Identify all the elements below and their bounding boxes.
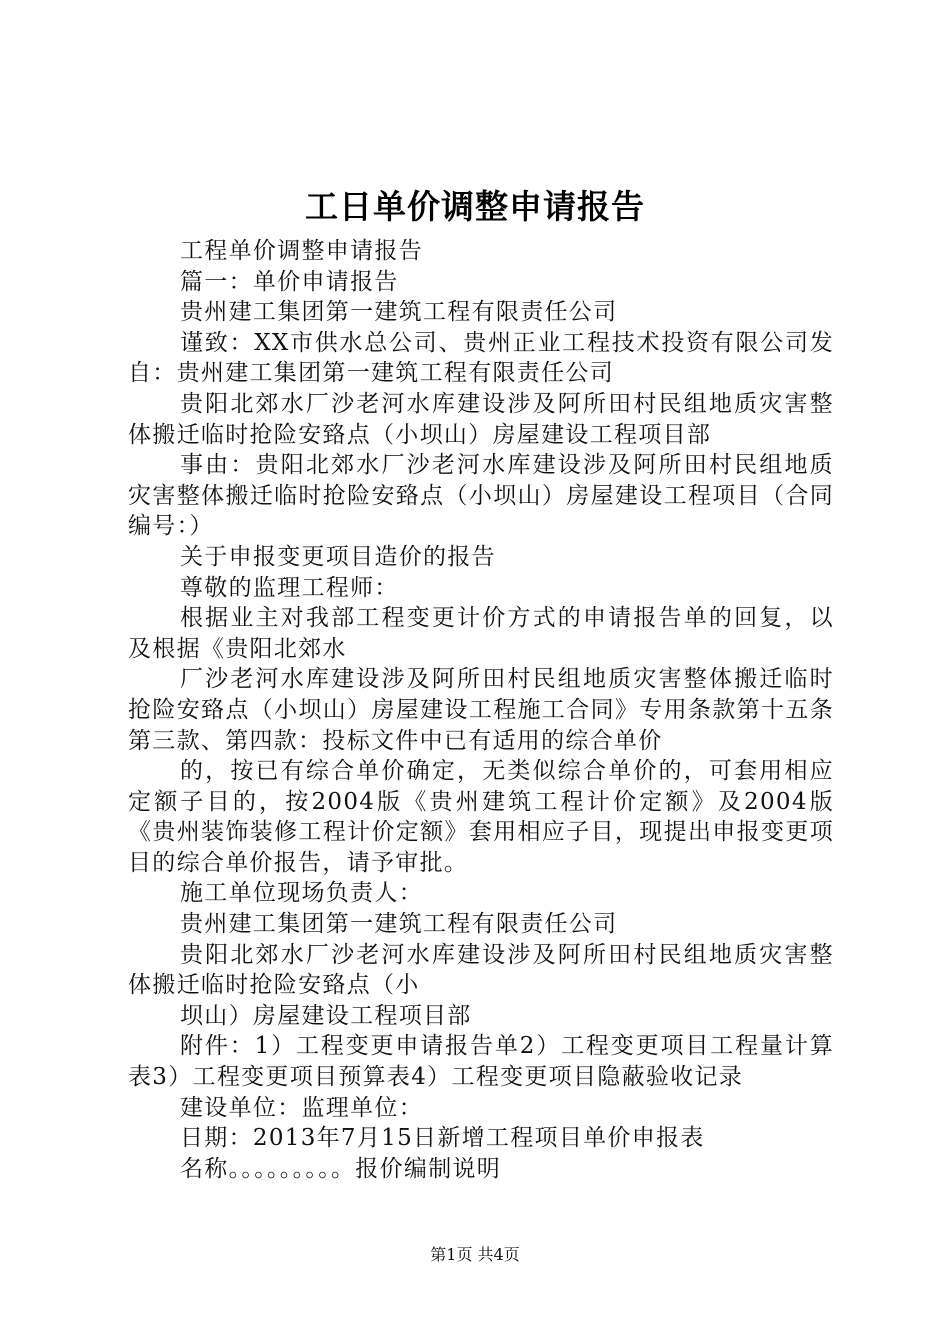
paragraph-10: 厂沙老河水库建设涉及阿所田村民组地质灾害整体搬迁临时抢险安臵点（小坝山）房屋建设工程施工合同》专用条款第十五条第三款、第四款：投标文件中已有适用的综合单价: [128, 666, 834, 754]
paragraph-8: 尊敬的监理工程师：: [180, 574, 399, 601]
paragraph-6: 事由：贵阳北郊水厂沙老河水库建设涉及阿所田村民组地质灾害整体搬迁临时抢险安臵点（小坝山）房屋建设工程项目（合同编号：）: [128, 452, 834, 540]
paragraph-11: 的，按已有综合单价确定，无类似综合单价的，可套用相应定额子目的，按2004版《贵州建筑工程计价定额》及2004版《贵州装饰装修工程计价定额》套用相应子目，现提出申报变更项目的综合单价报告，请予审批。: [128, 758, 834, 876]
paragraph-15: 坝山）房屋建设工程项目部: [180, 1002, 472, 1029]
page-number-footer: 第1页 共4页: [430, 1245, 520, 1264]
paragraph-4: 谨致：XX市供水总公司、贵州正业工程技术投资有限公司发自：贵州建工集团第一建筑工程有限责任公司: [128, 329, 834, 387]
paragraph-17: 建设单位：监理单位：: [180, 1094, 423, 1121]
paragraph-12: 施工单位现场负责人：: [180, 880, 423, 907]
paragraph-9: 根据业主对我部工程变更计价方式的申请报告单的回复，以及根据《贵阳北郊水: [128, 605, 834, 662]
paragraph-3: 贵州建工集团第一建筑工程有限责任公司: [180, 299, 618, 326]
paragraph-1: 工程单价调整申请报告: [180, 238, 423, 264]
paragraph-19: 名称。。。。。。。。。报价编制说明: [180, 1155, 502, 1182]
paragraph-16: 附件：1）工程变更申请报告单2）工程变更项目工程量计算表3）工程变更项目预算表4）工程变更项目隐蔽验收记录: [128, 1033, 834, 1091]
paragraph-13: 贵州建工集团第一建筑工程有限责任公司: [180, 911, 618, 938]
paragraph-7: 关于申报变更项目造价的报告: [180, 543, 496, 570]
paragraph-5: 贵阳北郊水厂沙老河水库建设涉及阿所田村民组地质灾害整体搬迁临时抢险安臵点（小坝山）房屋建设工程项目部: [128, 390, 834, 448]
paragraph-14: 贵阳北郊水厂沙老河水库建设涉及阿所田村民组地质灾害整体搬迁临时抢险安臵点（小: [128, 941, 834, 999]
document-body: [128, 236, 834, 1184]
paragraph-2: 篇一：单价申请报告: [180, 268, 399, 295]
paragraph-18: 日期：2013年7月15日新增工程项目单价申报表: [180, 1125, 705, 1152]
document-title: 工日单价调整申请报告: [305, 187, 645, 226]
